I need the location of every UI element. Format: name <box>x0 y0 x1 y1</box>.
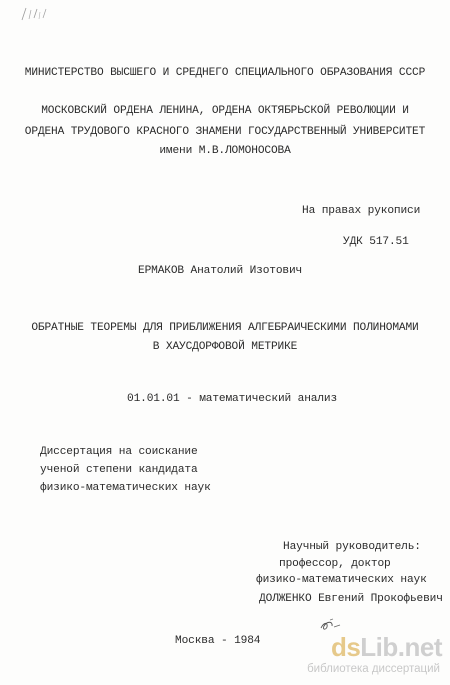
dslib-watermark <box>292 633 442 677</box>
handwritten-ink-mark <box>318 618 344 632</box>
specialty-code: 01.01.01 - математический анализ <box>127 393 338 405</box>
dissertation-line-1: Диссертация на соискание <box>40 446 198 458</box>
university-line-1: МОСКОВСКИЙ ОРДЕНА ЛЕНИНА, ОРДЕНА ОКТЯБРЬСКОЙ РЕВОЛЮЦИИ И <box>41 105 409 117</box>
ministry-heading: МИНИСТЕРСТВО ВЫСШЕГО И СРЕДНЕГО СПЕЦИАЛЬНОГО ОБРАЗОВАНИЯ СССР <box>24 67 426 79</box>
dslib-logo <box>331 633 442 661</box>
thesis-title-line-2: В ХАУСДОРФОВОЙ МЕТРИКЕ <box>152 341 298 353</box>
university-line-2: ОРДЕНА ТРУДОВОГО КРАСНОГО ЗНАМЕНИ ГОСУДАРСТВЕННЫЙ УНИВЕРСИТЕТ <box>24 126 426 138</box>
supervisor-name: ДОЛЖЕНКО Евгений Прокофьевич <box>259 593 443 605</box>
dslib-subtitle: библиотека диссертаций <box>307 663 440 675</box>
thesis-title-line-1: ОБРАТНЫЕ ТЕОРЕМЫ ДЛЯ ПРИБЛИЖЕНИЯ АЛГЕБРАИЧЕСКИМИ ПОЛИНОМАМИ <box>31 322 419 334</box>
logo-rest: Lib.net <box>360 632 442 662</box>
rights-note: На правах рукописи <box>302 205 421 217</box>
city-year: Москва - 1984 <box>175 635 261 647</box>
author-name: ЕРМАКОВ Анатолий Изотович <box>138 265 303 277</box>
logo-prefix: ds <box>330 632 361 662</box>
supervisor-label: Научный руководитель: <box>283 541 421 553</box>
scan-scratch-marks <box>20 6 50 22</box>
supervisor-title: профессор, доктор <box>279 558 391 570</box>
dissertation-line-3: физико-математических наук <box>40 482 211 494</box>
university-line-3: имени М.В.ЛОМОНОСОВА <box>159 145 291 157</box>
supervisor-degree: физико-математических наук <box>256 574 427 586</box>
dissertation-line-2: ученой степени кандидата <box>40 464 198 476</box>
udk-code: УДК 517.51 <box>343 236 409 248</box>
